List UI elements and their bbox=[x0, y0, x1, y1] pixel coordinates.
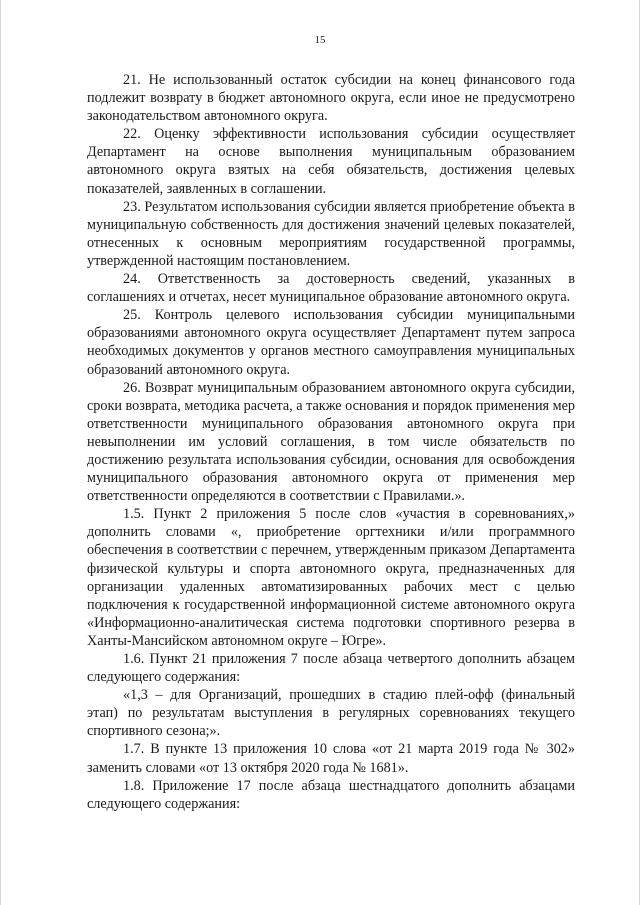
page-number: 15 bbox=[314, 34, 326, 46]
paragraph-1-7: 1.7. В пункте 13 приложения 10 слова «от 21 марта 2019 года № 302» заменить словами «от 13 октября 2020 года № 1681». bbox=[87, 741, 575, 776]
paragraph-21: 21. Не использованный остаток субсидии на конец финансового года подлежит возврату в бюджет автономного округа, если иное не предусмотрено законодательством автономного округа. bbox=[87, 72, 575, 125]
paragraph-1-6-quote: «1,3 – для Организаций, прошедших в стадию плей-офф (финальный этап) по результатам выступления в регулярных соревнованиях текущего спортивного сезона;». bbox=[87, 687, 575, 740]
paragraph-1-6: 1.6. Пункт 21 приложения 7 после абзаца четвертого дополнить абзацем следующего содержания: bbox=[87, 651, 575, 686]
document-body bbox=[87, 71, 575, 813]
paragraph-1-5: 1.5. Пункт 2 приложения 5 после слов «участия в соревнованиях,» дополнить словами «, приобретение оргтехники и/или программного обеспечения в соответствии с перечнем, утвержденным приказом Департамента физической культуры и спорта автономного округа, предназначенных для организации удаленных автоматизированных рабочих мест с целью подключения к государственной информационной системе автономного округа «Информационно-аналитическая система подготовки спортивного резерва в Ханты-Мансийском автономном округе – Югре». bbox=[87, 506, 575, 649]
paragraph-24: 24. Ответственность за достоверность сведений, указанных в соглашениях и отчетах, несет муниципальное образование автономного округа. bbox=[87, 271, 575, 306]
paragraph-23: 23. Результатом использования субсидии является приобретение объекта в муниципальную собственность для достижения значений целевых показателей, отнесенных к основным мероприятиям государственной программы, утвержденной настоящим постановлением. bbox=[87, 198, 575, 269]
paragraph-26: 26. Возврат муниципальным образованием автономного округа субсидии, сроки возврата, методика расчета, а также основания и порядок применения мер ответственности муниципального образования автономного округа при невыполнении им условий соглашения, в том числе обязательств по достижению результата использования субсидии, основания для освобождения муниципального образования автономного округа от применения мер ответственности определяются в соответствии с Правилами.». bbox=[87, 379, 575, 505]
paragraph-25: 25. Контроль целевого использования субсидии муниципальными образованиями автономного округа осуществляет Департамент путем запроса необходимых документов у органов местного самоуправления муниципальных образований автономного округа. bbox=[87, 307, 575, 378]
paragraph-22: 22. Оценку эффективности использования субсидии осуществляет Департамент на основе выполнения муниципальным образованием автономного округа взятых на себя обязательств, достижения целевых показателей, заявленных в соглашении. bbox=[87, 126, 575, 197]
paragraph-1-8: 1.8. Приложение 17 после абзаца шестнадцатого дополнить абзацами следующего содержания: bbox=[87, 777, 575, 812]
